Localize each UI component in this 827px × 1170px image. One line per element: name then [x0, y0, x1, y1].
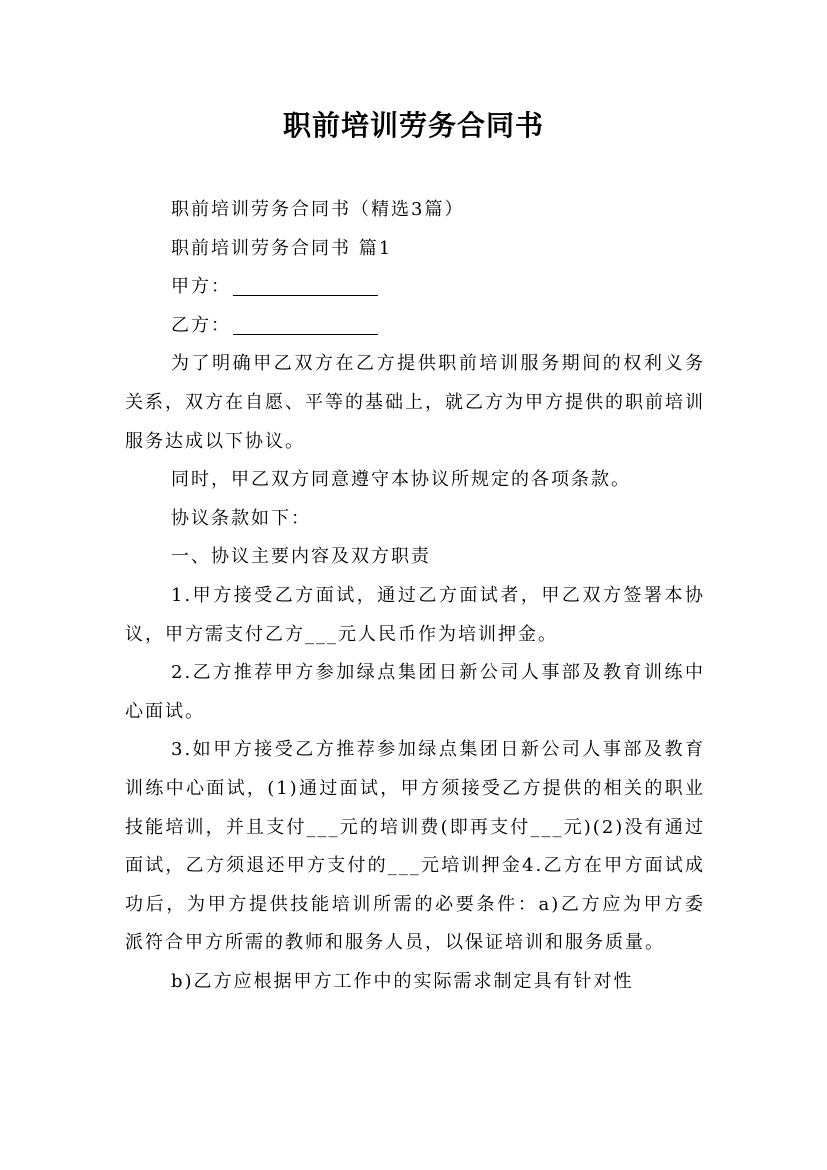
party-a-blank	[233, 277, 378, 296]
paragraph-agreement: 同时，甲乙双方同意遵守本协议所规定的各项条款。	[171, 469, 631, 491]
paragraph-subtitle: 职前培训劳务合同书（精选3篇）	[171, 199, 465, 220]
paragraph-terms-intro: 协议条款如下：	[171, 507, 311, 529]
document-title: 职前培训劳务合同书	[282, 109, 544, 142]
clause-1: 1.甲方接受乙方面试，通过乙方面试者，甲乙双方签署本协议，甲方需支付乙方___元人民币作为培训押金。	[125, 584, 705, 645]
party-b-line	[125, 307, 705, 346]
section-heading-1: 一、协议主要内容及双方职责	[171, 546, 431, 568]
paragraph-chapter-heading: 职前培训劳务合同书 篇1	[171, 237, 393, 259]
clause-2: 2.乙方推荐甲方参加绿点集团日新公司人事部及教育训练中心面试。	[125, 662, 705, 722]
party-a-label: 甲方：	[171, 276, 231, 298]
party-b-label: 乙方：	[171, 314, 231, 336]
party-a-line	[125, 268, 705, 307]
document-body	[125, 191, 705, 1001]
party-b-blank	[233, 316, 378, 335]
clause-3: 3.如甲方接受乙方推荐参加绿点集团日新公司人事部及教育训练中心面试，(1)通过面试，甲方须接受乙方提供的相关的职业技能培训，并且支付___元的培训费(即再支付___元)(2)没有通过面试，乙方须退还甲方支付的___元培训押金4.乙方在甲方面试成功后，为甲方提供技能培训所需的必要条件：a)乙方应为甲方委派符合甲方所需的教师和服务人员，以保证培训和服务质量。	[125, 739, 705, 954]
paragraph-purpose: 为了明确甲乙双方在乙方提供职前培训服务期间的权利义务关系，双方在自愿、平等的基础上，就乙方为甲方提供的职前培训服务达成以下协议。	[125, 353, 705, 452]
clause-4b: b)乙方应根据甲方工作中的实际需求制定具有针对性	[171, 970, 634, 992]
